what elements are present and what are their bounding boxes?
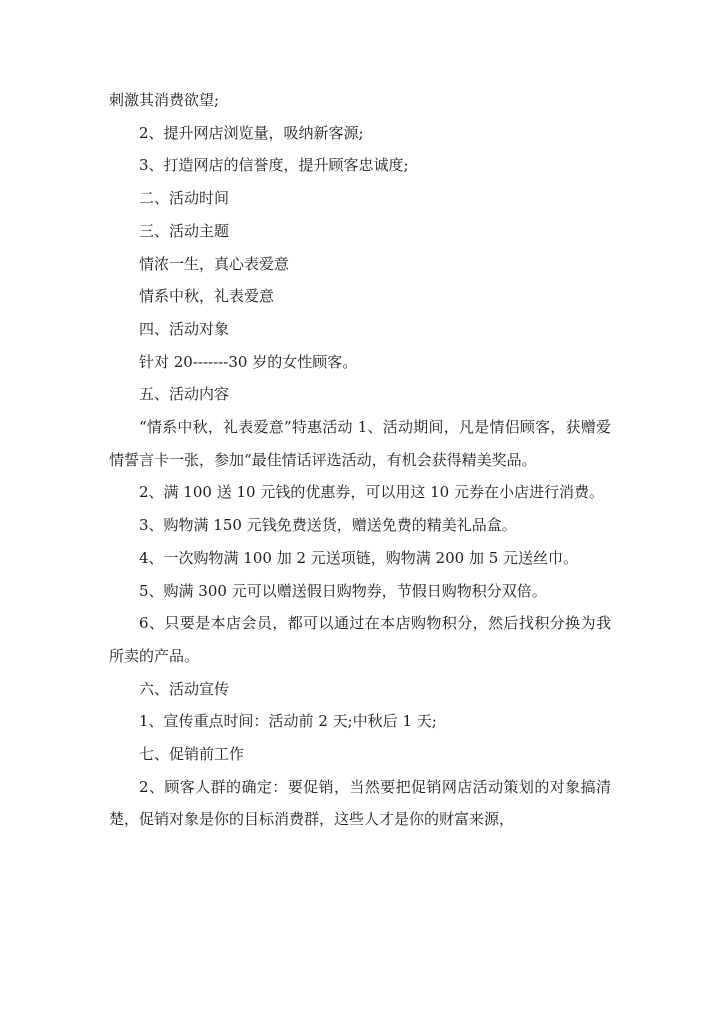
paragraph-content-6: 6、只要是本店会员，都可以通过在本店购物积分，然后找积分换为我所卖的产品。: [109, 614, 611, 665]
section-heading-activity-promotion: 六、活动宣传: [139, 679, 230, 698]
paragraph-content-1: “情系中秋，礼表爱意”特惠活动 1、活动期间，凡是情侣顾客，获赠爱情誓言卡一张，参加“最佳情话评选活动，有机会获得精美奖品。: [109, 418, 611, 469]
paragraph-content-5: 5、购满 300 元可以赠送假日购物券，节假日购物积分双倍。: [139, 581, 547, 600]
paragraph-content-2: 2、满 100 送 10 元钱的优惠券，可以用这 10 元券在小店进行消费。: [139, 483, 604, 502]
section-heading-activity-target: 四、活动对象: [139, 319, 230, 338]
section-heading-activity-content: 五、活动内容: [139, 385, 230, 404]
paragraph-content-4: 4、一次购物满 100 加 2 元送项链，购物满 200 加 5 元送丝巾。: [139, 548, 579, 567]
section-heading-activity-time: 二、活动时间: [139, 189, 230, 208]
paragraph-target: 针对 20-------30 岁的女性顾客。: [139, 352, 358, 371]
paragraph-3: 3、打造网店的信誉度，提升顾客忠诚度;: [139, 156, 409, 175]
document-body: [109, 84, 611, 836]
paragraph-2: 2、提升网店浏览量，吸纳新客源;: [139, 123, 364, 142]
paragraph-theme-1: 情浓一生，真心表爱意: [139, 254, 290, 273]
paragraph-content-3: 3、购物满 150 元钱免费送货，赠送免费的精美礼品盒。: [139, 516, 517, 535]
paragraph-theme-2: 情系中秋，礼表爱意: [139, 287, 275, 306]
section-heading-activity-theme: 三、活动主题: [139, 221, 230, 240]
paragraph-promotion-1: 1、宣传重点时间：活动前 2 天;中秋后 1 天;: [139, 712, 437, 731]
paragraph-1: 刺激其消费欲望;: [109, 91, 220, 109]
paragraph-pre-promotion-2: 2、顾客人群的确定：要促销，当然要把促销网店活动策划的对象搞清楚，促销对象是你的目标消费群，这些人才是你的财富来源，: [109, 777, 611, 829]
section-heading-pre-promotion-work: 七、促销前工作: [139, 745, 245, 764]
